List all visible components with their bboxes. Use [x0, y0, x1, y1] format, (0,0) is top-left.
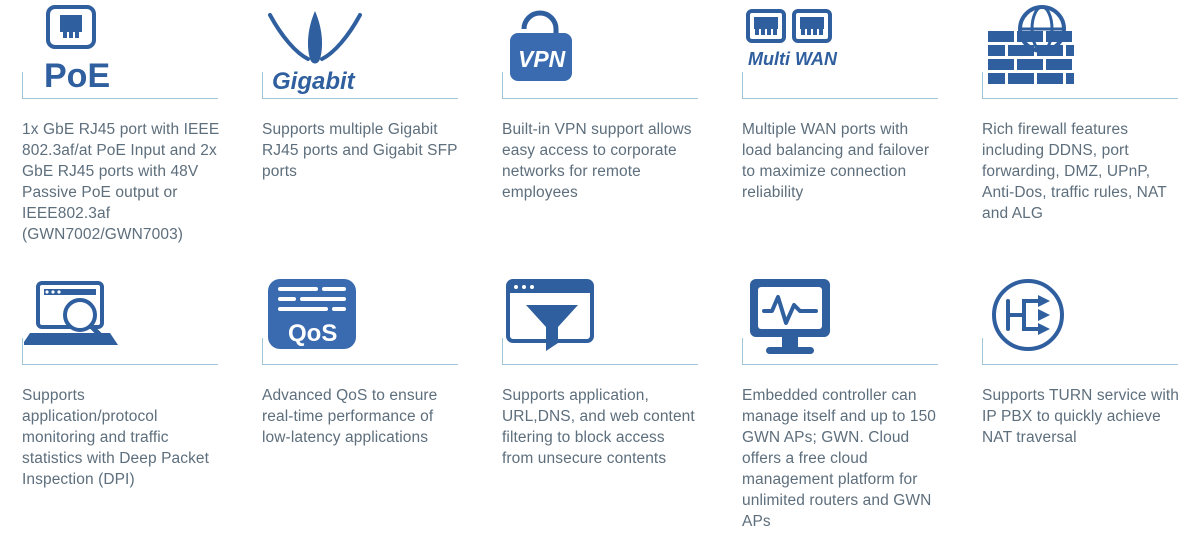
- feature-text: Rich firewall features including DDNS, port forwarding, DMZ, UPnP, Anti-Dos, traffic rules, NAT and ALG: [982, 121, 1167, 222]
- divider: [742, 364, 938, 365]
- svg-text:PoE: PoE: [44, 57, 111, 95]
- divider: [22, 98, 218, 99]
- divider: [22, 364, 218, 365]
- feature-text: Supports application/protocol monitoring and traffic statistics with Deep Packet Inspection (DPI): [22, 387, 210, 488]
- poe-icon: [22, 0, 220, 98]
- feature-text: Advanced QoS to ensure real-time performance of low-latency applications: [262, 387, 438, 446]
- svg-text:QoS: QoS: [288, 320, 338, 347]
- feature-item-web-filter: [480, 272, 720, 544]
- gigabit-icon: [262, 0, 460, 98]
- feature-text: Embedded controller can manage itself and up to 150 GWN APs; GWN. Cloud offers a free cloud management platform for unlimited routers and GWN APs: [742, 387, 937, 530]
- feature-item-gigabit: [240, 0, 480, 272]
- feature-text: Multiple WAN ports with load balancing and failover to maximize connection reliability: [742, 121, 930, 201]
- feature-item-multi-wan: [720, 0, 960, 272]
- qos-icon: [262, 272, 460, 364]
- connector-tick: [22, 72, 23, 98]
- feature-item-firewall: [960, 0, 1200, 272]
- divider: [502, 98, 698, 99]
- connector-tick: [262, 72, 263, 98]
- controller-monitor-icon: [742, 272, 940, 364]
- feature-item-controller: [720, 272, 960, 544]
- firewall-icon: [982, 0, 1180, 98]
- connector-tick: [262, 338, 263, 364]
- connector-tick: [22, 338, 23, 364]
- connector-tick: [742, 72, 743, 98]
- feature-text: Supports multiple Gigabit RJ45 ports and Gigabit SFP ports: [262, 121, 458, 180]
- feature-text: 1x GbE RJ45 port with IEEE 802.3af/at PoE Input and 2x GbE RJ45 ports with 48V Passive PoE output or IEEE802.3af (GWN7002/GWN7003): [22, 121, 220, 243]
- divider: [982, 364, 1178, 365]
- feature-text: Built-in VPN support allows easy access to corporate networks for remote employees: [502, 121, 692, 201]
- connector-tick: [982, 72, 983, 98]
- feature-item-poe: [0, 0, 240, 272]
- divider: [982, 98, 1178, 99]
- divider: [502, 364, 698, 365]
- feature-item-turn: [960, 272, 1200, 544]
- turn-nat-traversal-icon: [982, 272, 1180, 364]
- feature-item-dpi: [0, 272, 240, 544]
- connector-tick: [982, 338, 983, 364]
- connector-tick: [742, 338, 743, 364]
- svg-text:VPN: VPN: [518, 46, 566, 72]
- feature-text: Supports TURN service with IP PBX to quickly achieve NAT traversal: [982, 387, 1179, 446]
- vpn-icon: [502, 0, 700, 98]
- dpi-laptop-search-icon: [22, 272, 220, 364]
- divider: [262, 98, 458, 99]
- multi-wan-icon: [742, 0, 940, 98]
- feature-item-vpn: [480, 0, 720, 272]
- connector-tick: [502, 72, 503, 98]
- connector-tick: [502, 338, 503, 364]
- svg-text:Multi WAN: Multi WAN: [748, 49, 837, 69]
- feature-text: Supports application, URL,DNS, and web content filtering to block access from unsecure contents: [502, 387, 695, 467]
- feature-item-qos: [240, 272, 480, 544]
- divider: [742, 98, 938, 99]
- svg-text:Gigabit: Gigabit: [272, 68, 355, 95]
- web-filter-icon: [502, 272, 700, 364]
- divider: [262, 364, 458, 365]
